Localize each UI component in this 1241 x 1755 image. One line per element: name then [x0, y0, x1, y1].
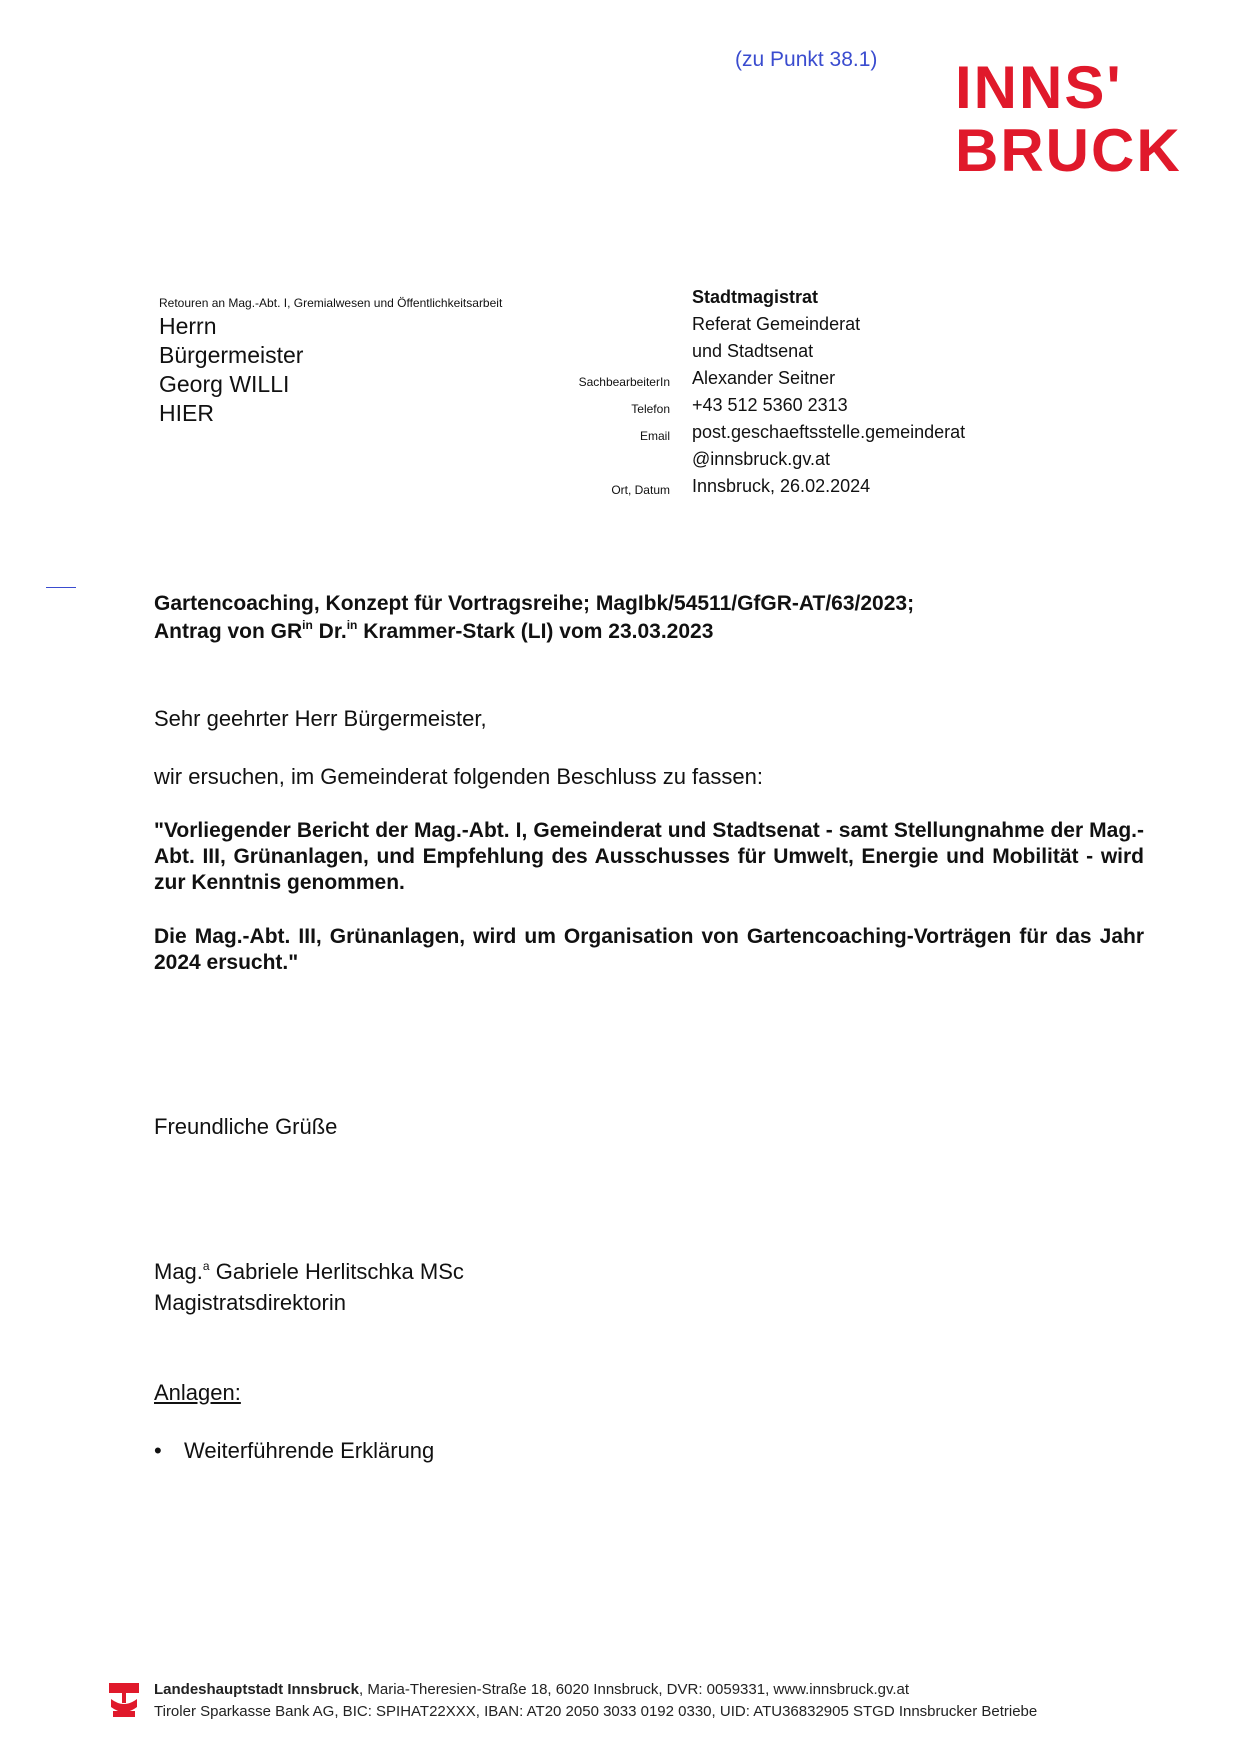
sender-department-1: Referat Gemeinderat	[692, 314, 861, 334]
logo-line2: BRUCK	[955, 117, 1182, 176]
city-coat-of-arms-icon	[109, 1683, 139, 1719]
recipient-address	[159, 312, 303, 428]
recipient-line: HIER	[159, 400, 214, 426]
signature-name: Mag.$^a$ Gabriele Herlitschka MSc	[154, 1259, 464, 1284]
reference-note: (zu Punkt 38.1)	[735, 48, 878, 71]
closing: Freundliche Grüße	[154, 1114, 338, 1139]
logo-line1: INNS'	[955, 56, 1123, 121]
resolution-paragraph-2: Die Mag.-Abt. III, Grünanlagen, wird um Organisation von Gartencoaching-Vorträgen für das Jahr 2024 ersucht."	[154, 925, 1144, 974]
innsbruck-logo	[955, 56, 1195, 176]
resolution-paragraph-1: "Vorliegender Bericht der Mag.-Abt. I, Gemeinderat und Stadtsenat - samt Stellungnahme der Mag.-Abt. III, Grünanlagen, und Empfehlung des Ausschusses für Umwelt, Energie und Mobilität - wird zur Kenntnis genommen.	[154, 819, 1144, 894]
signature	[154, 1256, 464, 1318]
place-date-label: Ort, Datum	[611, 483, 670, 497]
email-line-1[interactable]: post.geschaeftsstelle.gemeinderat	[692, 422, 966, 442]
footer-line-2: Tiroler Sparkasse Bank AG, BIC: SPIHAT22XXX, IBAN: AT20 2050 3033 0192 0330, UID: ATU36832905 STGD Innsbrucker Betriebe	[154, 1703, 1038, 1720]
email-line-2[interactable]: @innsbruck.gv.at	[692, 449, 830, 469]
phone-label: Telefon	[631, 402, 670, 416]
subject-line-2: Antrag von $GR^{in}$ Dr.$^{in}$ Krammer-Stark (LI) vom 23.03.2023	[154, 618, 714, 643]
clerk-label: SachbearbeiterIn	[578, 375, 670, 389]
return-note: Retouren an Mag.-Abt. I, Gremialwesen und Öffentlichkeitsarbeit	[159, 296, 503, 310]
footer-line-1: Landeshauptstadt Innsbruck, Maria-Theresien-Straße 18, 6020 Innsbruck, DVR: 0059331, www.innsbruck.gv.at	[154, 1681, 910, 1698]
recipient-line: Georg WILLI	[159, 371, 290, 397]
attachment-item: • Weiterführende Erklärung	[154, 1438, 435, 1463]
subject	[154, 590, 914, 646]
signature-title: Magistratsdirektorin	[154, 1290, 346, 1315]
bullet-icon: •	[154, 1438, 162, 1463]
margin-marker	[46, 587, 76, 588]
attachments-heading: Anlagen:	[154, 1380, 241, 1405]
sender-department-2: und Stadtsenat	[692, 341, 814, 361]
phone-number: +43 512 5360 2313	[692, 395, 848, 415]
email-label: Email	[639, 429, 670, 443]
place-date: Innsbruck, 26.02.2024	[692, 476, 871, 496]
sender-office: Stadtmagistrat	[692, 287, 819, 307]
clerk-name: Alexander Seitner	[692, 368, 836, 388]
subject-line-1: Gartencoaching, Konzept für Vortragsreihe; MagIbk/54511/GfGR-AT/63/2023;	[154, 592, 915, 615]
salutation: Sehr geehrter Herr Bürgermeister,	[154, 706, 487, 731]
request-text: wir ersuchen, im Gemeinderat folgenden Beschluss zu fassen:	[154, 764, 763, 789]
recipient-line: Herrn	[159, 313, 217, 339]
recipient-line: Bürgermeister	[159, 342, 304, 368]
